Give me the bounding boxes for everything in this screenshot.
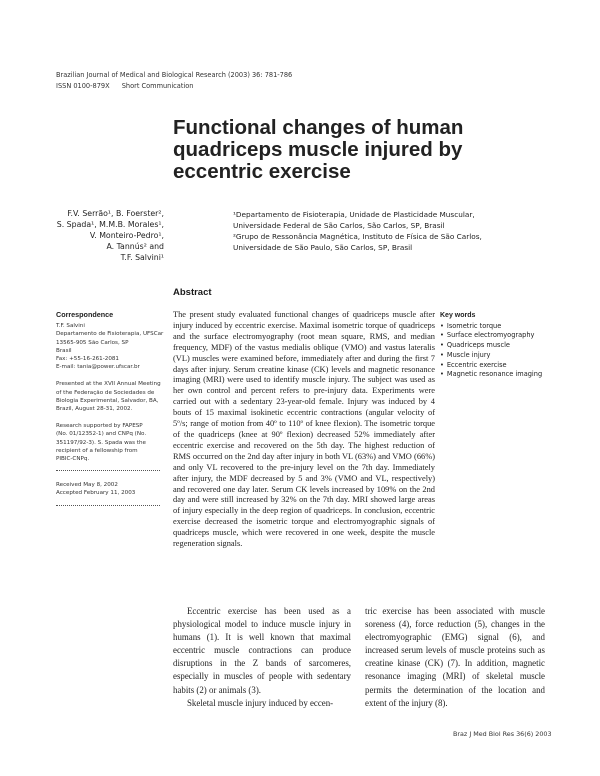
accepted-date: Accepted February 11, 2003 bbox=[56, 490, 136, 497]
issn-line bbox=[56, 82, 193, 90]
correspondence-line: Brasil bbox=[56, 347, 72, 354]
dates-block bbox=[56, 481, 164, 497]
journal-citation: Brazilian Journal of Medical and Biological Research (2003) 36: 781-786 bbox=[56, 71, 293, 79]
affiliation-line: Universidade de São Paulo, São Carlos, SP, Brasil bbox=[233, 243, 413, 252]
author-line: S. Spada¹, M.M.B. Morales¹, bbox=[56, 220, 164, 229]
sidebar-notes bbox=[56, 311, 164, 516]
dotted-divider bbox=[56, 469, 160, 471]
abstract-heading: Abstract bbox=[173, 287, 212, 298]
article-title bbox=[173, 117, 473, 183]
presented-note bbox=[56, 380, 164, 413]
body-paragraph: tric exercise has been associated with muscle soreness (4), force reduction (5), changes in the electromyographic (EMG) signal (6), and increased serum levels of muscle proteins such as creatine kinase (CK) (7). In addition, magnetic resonance imaging (MRI) of skeletal muscle permits the determination of the location and extent of the injury (8). bbox=[365, 606, 545, 708]
correspondence-line: Fax: +55-16-261-2081 bbox=[56, 356, 119, 363]
author-line: A. Tannús² and bbox=[106, 242, 164, 251]
keywords-box bbox=[440, 311, 580, 380]
issn: ISSN 0100-879X bbox=[56, 82, 110, 90]
author-line: F.V. Serrão¹, B. Foerster², bbox=[67, 209, 164, 218]
author-list bbox=[40, 208, 164, 263]
keyword-item: • Quadriceps muscle bbox=[440, 341, 580, 351]
affiliations bbox=[233, 209, 483, 253]
keywords-heading: Key words bbox=[440, 312, 476, 319]
body-paragraph: Eccentric exercise has been used as a physiological model to induce muscle injury in humans (1). It is well known that maximal eccentric muscle contractions can produce disruptions in the Z bands of sarcomeres, especially in muscles of people with sedentary habits (2) or animals (3). bbox=[173, 606, 351, 695]
affiliation-line: Universidade Federal de São Carlos, São Carlos, SP, Brasil bbox=[233, 221, 445, 230]
correspondence-line: Departamento de Fisioterapia, UFSCar bbox=[56, 331, 164, 338]
title-line: Functional changes of human bbox=[173, 116, 464, 139]
keyword-item: • Eccentric exercise bbox=[440, 361, 580, 371]
note-line: Presented at the XVII Annual Meeting bbox=[56, 381, 161, 388]
correspondence-line: 13565-905 São Carlos, SP bbox=[56, 339, 129, 346]
funding-note bbox=[56, 422, 164, 463]
keyword-item: • Magnetic resonance imaging bbox=[440, 370, 580, 380]
body-paragraph: Skeletal muscle injury induced by eccen- bbox=[187, 697, 334, 708]
note-line: Brazil, August 28-31, 2002. bbox=[56, 406, 133, 413]
keyword-item: • Isometric torque bbox=[440, 322, 580, 332]
note-line: Biologia Experimental, Salvador, BA, bbox=[56, 397, 159, 404]
author-line: V. Monteiro-Pedro¹, bbox=[89, 231, 164, 240]
author-line: T.F. Salvini¹ bbox=[120, 253, 164, 262]
page-footer: Braz J Med Biol Res 36(6) 2003 bbox=[453, 730, 552, 738]
body-column-left bbox=[173, 605, 351, 710]
note-line: recipient of a fellowship from bbox=[56, 447, 138, 454]
note-line: Research supported by FAPESP bbox=[56, 423, 143, 430]
body-column-right bbox=[365, 605, 545, 710]
note-line: of the Federação de Sociedades de bbox=[56, 389, 155, 396]
keyword-item: • Surface electromyography bbox=[440, 331, 580, 341]
title-line: eccentric exercise bbox=[173, 160, 351, 183]
correspondence-heading: Correspondence bbox=[56, 310, 114, 319]
note-line: 351197/92-3). S. Spada was the bbox=[56, 439, 146, 446]
correspondence-block bbox=[56, 311, 164, 371]
article-type: Short Communication bbox=[121, 82, 194, 90]
title-line: quadriceps muscle injured by bbox=[173, 138, 463, 161]
correspondence-line: E-mail: tania@power.ufscar.br bbox=[56, 364, 140, 371]
received-date: Received May 8, 2002 bbox=[56, 482, 118, 489]
keywords-list bbox=[440, 322, 580, 380]
note-line: (No. 01/12352-1) and CNPq (No. bbox=[56, 431, 147, 438]
affiliation-line: ²Grupo de Ressonância Magnética, Instituto de Física de São Carlos, bbox=[233, 232, 482, 241]
keyword-item: • Muscle injury bbox=[440, 351, 580, 361]
abstract-text: The present study evaluated functional changes of quadriceps muscle after injury induced by eccentric exercise. Maximal isometric torque of quadriceps and the surface electromyography (root mean square, RMS, and median frequency, MDF) of the vastus medialis oblique (VMO) and vastus lateralis (VL) muscles were examined before, immediately after and during the first 7 days after injury. Serum creatine kinase (CK) levels and magnetic resonance imaging (MRI) were used to identify muscle injury. The subject was used as her own control and percent refers to pre-injury data. Experiments were carried out with a sedentary 23-year-old female. Injury was induced by 4 bouts of 15 maximal isokinetic eccentric contractions (angular velocity of 5º/s; range of motion from 40º to 110º of knee flexion). The isometric torque of the quadriceps (knee at 90º flexion) decreased 52% immediately after eccentric exercise and recovered on the 5th day. The highest reduction of RMS occurred on the 2nd day after injury in both VL (63%) and VMO (66%) and only VL recovered to the pre-injury level on the 7th day. Immediately after injury, the MDF decreased by 5 and 3% (VMO and VL, respectively) and recovered one day later. Serum CK levels increased by 109% on the 2nd day and were still increased by 32% on the 7th day. MRI showed large areas of injury especially in the deep region of quadriceps. In conclusion, eccentric exercise decreased the isometric torque and electromyographic signals of quadriceps muscle, which were recovered in one week, despite the muscle regeneration signals. bbox=[173, 310, 435, 549]
correspondence-line: T.F. Salvini bbox=[56, 323, 85, 330]
dotted-divider bbox=[56, 504, 160, 506]
note-line: PIBIC-CNPq. bbox=[56, 456, 90, 463]
affiliation-line: ¹Departamento de Fisioterapia, Unidade de Plasticidade Muscular, bbox=[233, 210, 475, 219]
